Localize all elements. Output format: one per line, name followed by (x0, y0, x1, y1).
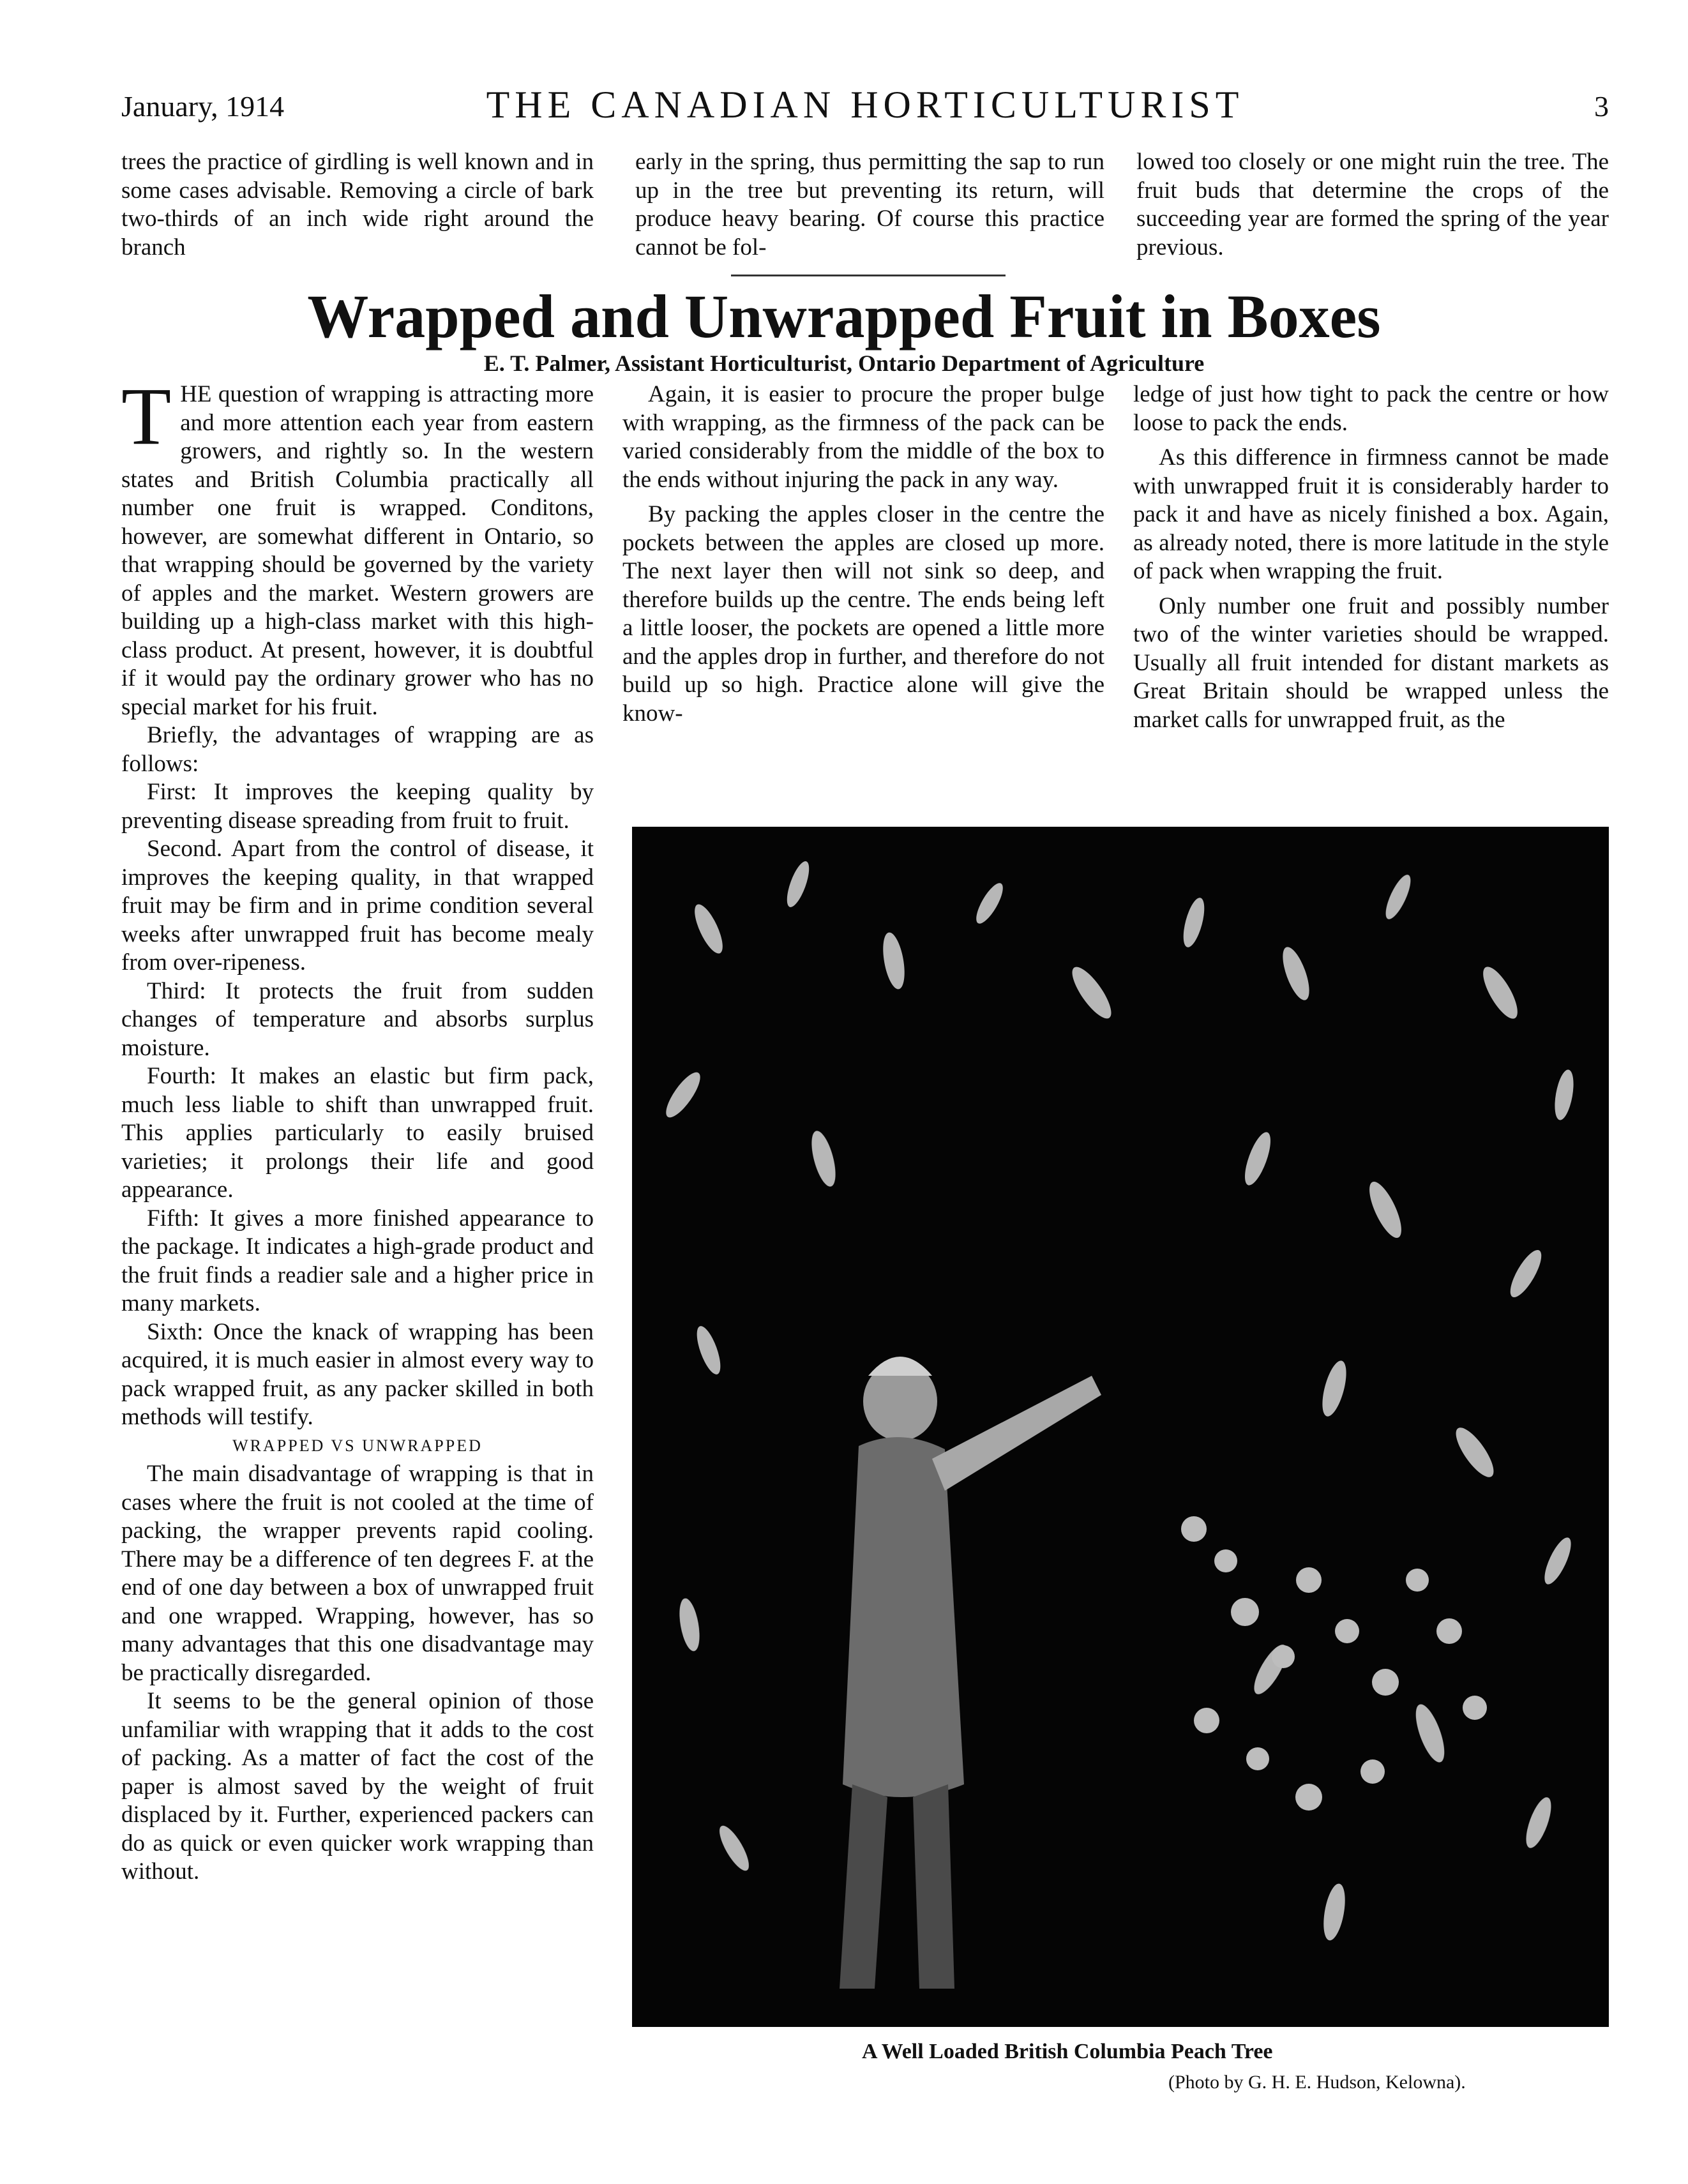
article-paragraph: First: It improves the keeping quality by preventing disease spreading from fruit to fruit. (121, 779, 594, 834)
article-paragraph: ledge of just how tight to pack the centre or how loose to pack the ends. (1133, 381, 1609, 436)
article-column-1 (121, 371, 594, 1887)
peach-tree-photo (632, 827, 1609, 2027)
top-column-3 (1136, 148, 1609, 262)
top-column-1 (121, 148, 594, 262)
article-column-3 (1133, 380, 1609, 734)
issue-date: January, 1914 (121, 90, 285, 123)
publication-title: THE CANADIAN HORTICULTURIST (486, 84, 1244, 126)
section-divider (731, 275, 1006, 276)
article-headline: Wrapped and Unwrapped Fruit in Boxes (307, 282, 1381, 350)
article-paragraph: As this difference in firmness cannot be made with unwrapped fruit it is considerably harder to pack it and have as nicely finished a box. Again, as already noted, there is more latitude in the style of pack when wrapping the fruit. (1133, 444, 1609, 584)
top-column-2 (635, 148, 1104, 262)
photo-illustration (632, 827, 1609, 2027)
running-head (121, 83, 1609, 134)
top-column-3-text: lowed too closely or one might ruin the tree. The fruit buds that determine the crops of the succeeding year are formed the spring of the year previous. (1136, 149, 1609, 260)
page-number: 3 (1594, 90, 1609, 123)
article-paragraph: Third: It protects the fruit from sudden changes of temperature and absorbs surplus moisture. (121, 977, 594, 1061)
drop-cap: T (121, 371, 172, 462)
article-paragraph: It seems to be the general opinion of those unfamiliar with wrapping that it adds to the cost of packing. As a matter of fact the cost of the paper is almost saved by the weight of fruit displaced by it. Further, experienced packers can do as quick or even quicker work wrapping than without. (121, 1688, 594, 1885)
photo-caption: A Well Loaded British Columbia Peach Tree (862, 2040, 1273, 2063)
top-column-1-text: trees the practice of girdling is well known and in some cases advisable. Removing a circle of bark two-thirds of an inch wide right around the branch (121, 149, 594, 260)
article-paragraph: The main disadvantage of wrapping is that in cases where the fruit is not cooled at the time of packing, the wrapper prevents rapid cooling. There may be a difference of ten degrees F. at the end of one day between a box of unwrapped fruit and one wrapped. Wrapping, however, has so many advantages that this one disadvantage may be practically disregarded. (121, 1461, 594, 1686)
article-paragraph: HE question of wrapping is attracting more and more attention each year from eastern growers, and rightly so. In the western states and British Columbia practically all number one fruit is wrapped. Conditons, however, are somewhat different in Ontario, so that wrapping should be governed by the variety of apples and the market. Western growers are building up a high-class market with this high-class product. At present, however, it is doubtful if it would pay the ordinary grower who has no special market for his fruit. (121, 381, 594, 720)
photo-credit: (Photo by G. H. E. Hudson, Kelowna). (1168, 2072, 1466, 2093)
article-column-2 (622, 380, 1104, 728)
subheading: WRAPPED VS UNWRAPPED (232, 1436, 483, 1455)
top-column-2-text: early in the spring, thus permitting the sap to run up in the tree but preventing its return, will produce heavy bearing. Of course this practice cannot be fol- (635, 149, 1104, 260)
article-paragraph: Again, it is easier to procure the proper bulge with wrapping, as the firmness of the pack can be varied considerably from the middle of the box to the ends without injuring the pack in any way. (622, 381, 1104, 493)
article-byline: E. T. Palmer, Assistant Horticulturist, Ontario Department of Agriculture (483, 350, 1205, 376)
article-paragraph: Fifth: It gives a more finished appearance to the package. It indicates a high-grade product and the fruit finds a readier sale and a higher price in many markets. (121, 1205, 594, 1316)
article-paragraph: Briefly, the advantages of wrapping are as follows: (121, 722, 594, 777)
article-paragraph: Second. Apart from the control of disease, it improves the keeping quality, in that wrapped fruit may be firm and in prime condition several weeks after unwrapped fruit has become mealy from over-ripeness. (121, 836, 594, 975)
article-paragraph: Only number one fruit and possibly number two of the winter varieties should be wrapped. Usually all fruit intended for distant markets as Great Britain should be wrapped unless the market calls for unwrapped fruit, as the (1133, 592, 1609, 733)
article-paragraph: Sixth: Once the knack of wrapping has been acquired, it is much easier in almost every way to pack wrapped fruit, as any packer skilled in both methods will testify. (121, 1318, 594, 1430)
article-paragraph: By packing the apples closer in the centre the pockets between the apples are closed up more. The next layer then will not sink so deep, and therefore builds up the centre. The ends being left a little looser, the pockets are opened a little more and the apples drop in further, and therefore do not build up so high. Practice alone will give the know- (622, 501, 1104, 727)
article-paragraph: Fourth: It makes an elastic but firm pack, much less liable to shift than unwrapped fruit. This applies particularly to easily bruised varieties; it prolongs their life and good appearance. (121, 1063, 594, 1203)
